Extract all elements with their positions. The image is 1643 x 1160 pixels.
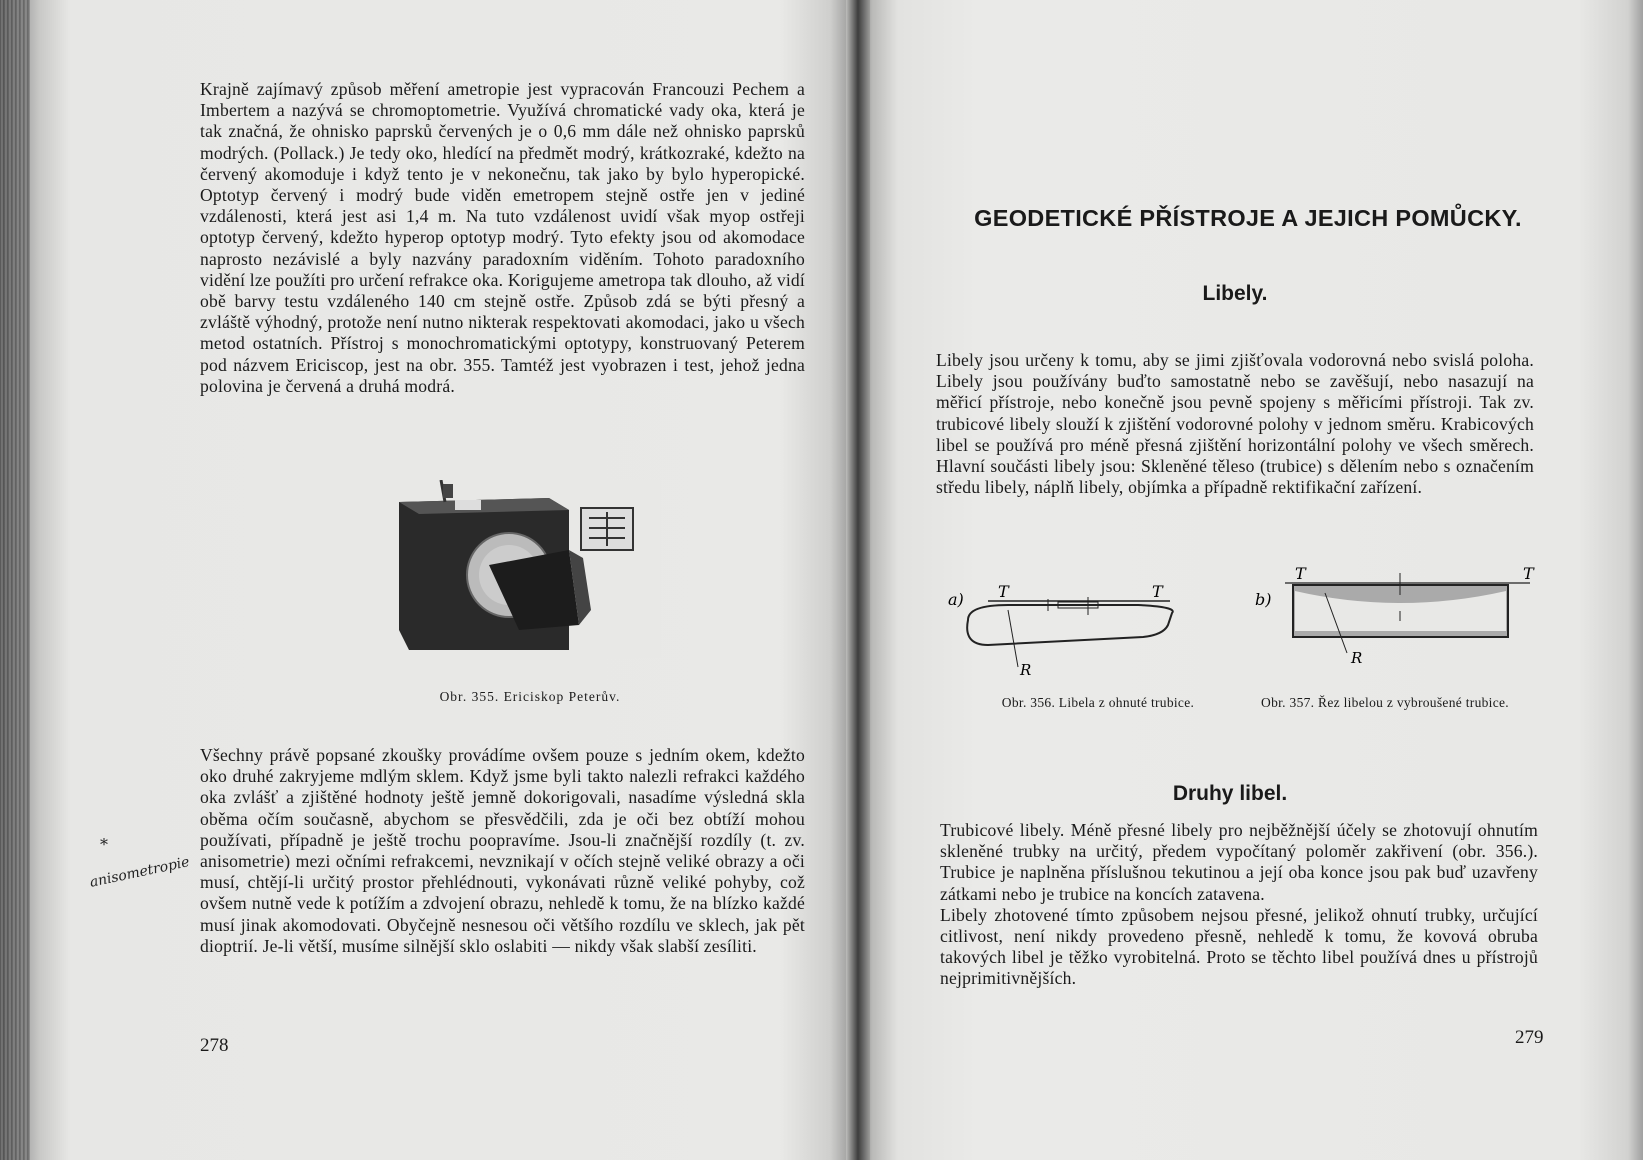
right-paragraphs-druhy — [940, 820, 1538, 990]
page-edges — [0, 0, 30, 1160]
figure-356-caption: Obr. 356. Libela z ohnuté trubice. — [1001, 695, 1195, 710]
ericiskop-photo — [399, 480, 661, 658]
right-page-number: 279 — [1515, 1027, 1544, 1048]
figure-357-label: b) — [1255, 590, 1272, 609]
handwritten-star: * — [100, 835, 108, 854]
figure-356-t-right: T — [1152, 582, 1163, 601]
left-paragraph-chromoptometrie: Krajně zajímavý způsob měření ametropie jest vypracován Francouzi Pechem a Imbertem a nazývá se chromoptometrie. Využívá chromatické vady oka, která je tak značná, že ohnisko paprsků červených je o 0,6 mm dále než ohnisko paprsků modrých. (Pollack.) Je tedy oko, hledící na předmět modrý, krátkozraké, kdežto na červený akomoduje i když tento je v nekonečnu, tak jako by bylo hyperopické. Optotyp červený i modrý bude viděn emetropem stejně ostře jen v jediné vzdálenosti, která jest asi 1,4 m. Na tuto vzdálenost uvidí však myop ostřeji optotyp červený, kdežto hyperop optotyp modrý. Tyto efekty jsou od akomodace naprosto nezávislé a byly nazvány paradoxním viděním. Tohoto paradoxního vidění lze použíti pro určení refrakce oka. Korigujeme ametropa tak dlouho, až vidí obě barvy testu vzdáleného 140 cm stejně ostře. Způsob zdá se býti přesný a zvláště výhodný, protože není nutno nikterak respektovati akomodaci, jako u všech metod ostatních. Přístroj s monochromatickými optotypy, konstruovaný Peterem pod názvem Ericiscop, jest na obr. 355. Tamtéž jest vyobrazen i test, jehož jedna polovina je červená a druhá modrá. — [200, 79, 805, 396]
figure-356-t-left: T — [998, 582, 1009, 601]
figure-357-diagram — [1255, 565, 1535, 680]
figure-356-label: a) — [948, 590, 964, 609]
section-heading-druhy-libel: Druhy libel. — [1172, 782, 1288, 805]
left-paragraph-binocular: Všechny právě popsané zkoušky provádíme ovšem pouze s jedním okem, kdežto oko druhé zakryjeme mdlým sklem. Když jsme byli takto nalezli refrakci každého oka zvlášť a zjištěné hodnoty ještě jemně dokorigovali, nasadíme výsledná skla oběma očím současně, abychom se přesvědčili, zda je oči bez obtíží mohou používati, případně je ještě trochu poopravíme. Jsou-li značnější rozdíly (t. zv. anisometrie) mezi očními refrakcemi, nevznikají v očích stejně veliké obrazy a oči musí, chtějí-li určitý prostor přehlédnouti, vykonávati různě veliké pohyby, což ovšem nutně vede k potížím a zdvojení obrazu, nehledě k tomu, že na blízko každé musí jinak akomodovati. Obyčejně nesnesou oči většího rozdílu ve sklech, jak pět dioptrií. Je-li větší, musíme silnější sklo oslabiti — nikdy však slabší zesíliti. — [200, 745, 805, 956]
right-paragraph-libely: Libely jsou určeny k tomu, aby se jimi zjišťovala vodorovná nebo svislá poloha. Libely jsou používány buďto samostatně nebo se zavěšují, nebo nasazují na měřicí přístroje, nebo konečně jsou pevně spojeny s měřicími přístroji. Tak zv. trubicové libely slouží k zjištění vodorovné polohy v jednom směru. Krabicových libel se používá pro méně přesná zjištění horizontální polohy ve všech směrech. Hlavní součásti libely jsou: Skleněné těleso (trubice) s dělením nebo s označením středu libely, náplň libely, objímka a případně rektifikační zařízení. — [936, 350, 1534, 498]
left-page-number: 278 — [200, 1035, 229, 1056]
section-heading-libely: Libely. — [1202, 282, 1268, 305]
figure-357-t-right: T — [1523, 565, 1534, 583]
figure-357-t-left: T — [1295, 565, 1306, 583]
figure-355-caption: Obr. 355. Ericiskop Peterův. — [439, 689, 621, 704]
paragraph-libely-zhotovene: Libely zhotovené tímto způsobem nejsou přesné, jelikož ohnutí trubky, určující citlivost, není nikdy provedeno přesně, nehledě k tomu, že kovová obruba takových libel je těžko vyrobitelná. Proto se těchto libel používá dnes u přístrojů nejprimitivnějších. — [940, 904, 1538, 989]
figure-356-r: R — [1020, 661, 1032, 679]
book-gutter — [846, 0, 870, 1160]
paragraph-trubicove-libely: Trubicové libely. Méně přesné libely pro nejběžnější účely se zhotovují ohnutím skleněné trubky na určitý, předem vypočítaný poloměr zakřivení (obr. 356.). Trubice je naplněna příslušnou tekutinou a její oba konce jsou pak buď uzavřeny zátkami nebo je trubice na koncích zatavena. — [940, 820, 1538, 904]
figure-357-caption: Obr. 357. Řez libelou z vybroušené trubice. — [1261, 695, 1509, 710]
figure-356-diagram — [948, 575, 1238, 685]
figure-357-r: R — [1351, 649, 1363, 667]
handwritten-margin-note: anisometropie — [88, 854, 191, 891]
chapter-heading: GEODETICKÉ PŘÍSTROJE A JEJICH POMŮCKY. — [974, 205, 1522, 231]
